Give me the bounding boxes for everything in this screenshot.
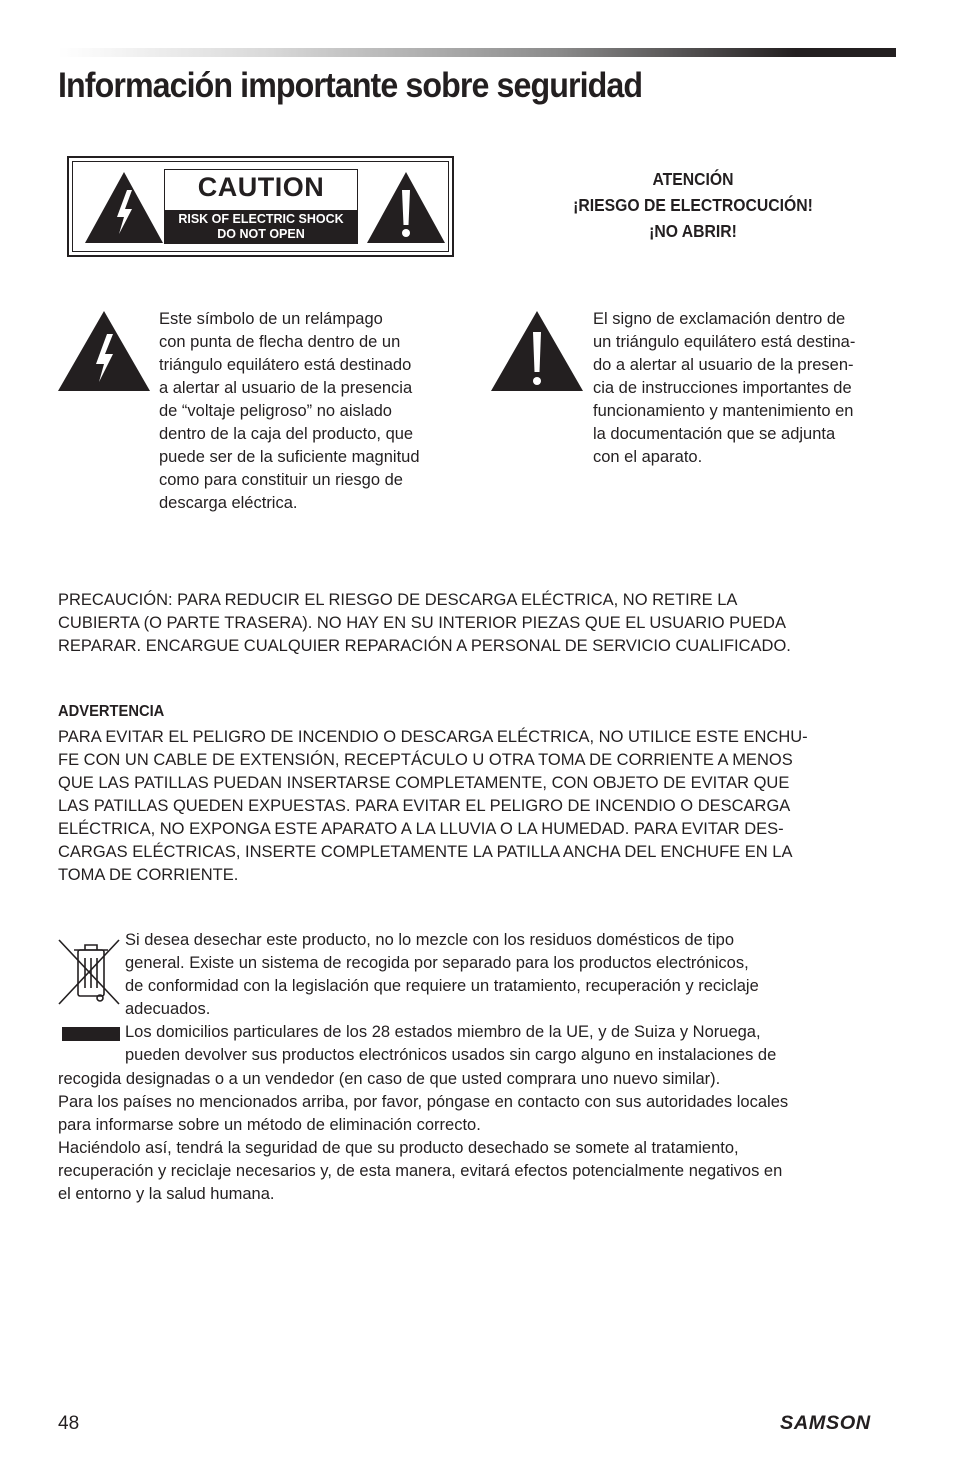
caution-line-2: DO NOT OPEN [217,227,305,241]
exclamation-warning-icon [365,170,447,245]
caution-sign [164,169,358,244]
warning-heading: ADVERTENCIA [58,703,165,720]
warning-line: PARA EVITAR EL PELIGRO DE INCENDIO O DESCARGA ELÉCTRICA, NO UTILICE ESTE ENCHU- [58,728,808,746]
disposal-line: recogida designadas o a un vendedor (en caso de que usted comprara uno nuevo similar). [58,1069,721,1088]
exclamation-line: un triángulo equilátero está destina- [593,333,856,351]
brand-logo: SAMSON [780,1413,871,1434]
precaution-line: REPARAR. ENCARGUE CUALQUIER REPARACIÓN A PERSONAL DE SERVICIO CUALIFICADO. [58,637,791,655]
caution-word: CAUTION [197,172,325,202]
lightning-explanation [159,308,420,515]
precaution-paragraph [58,589,898,658]
exclamation-line: do a alertar al usuario de la presen- [593,356,854,374]
page-title: Información importante sobre seguridad [58,66,643,105]
warning-line: CARGAS ELÉCTRICAS, INSERTE COMPLETAMENTE LA PATILLA ANCHA DEL ENCHUFE EN LA [58,843,793,861]
disposal-line: Para los países no mencionados arriba, por favor, póngase en contacto con sus autoridades locales [58,1092,789,1111]
disposal-line: el entorno y la salud humana. [58,1185,275,1204]
disposal-line: recuperación y reciclaje necesarios y, de esta manera, evitará efectos potencialmente negativos en [58,1161,783,1180]
disposal-line: Los domicilios particulares de los 28 estados miembro de la UE, y de Suiza y Noruega, [125,1023,761,1042]
disposal-line: general. Existe un sistema de recogida por separado para los productos electrónicos, [125,954,749,973]
exclamation-explanation [593,308,855,469]
precaution-line: PRECAUCIÓN: PARA REDUCIR EL RIESGO DE DESCARGA ELÉCTRICA, NO RETIRE LA [58,591,738,609]
caution-band [165,210,357,243]
lightning-line: a alertar al usuario de la presencia [159,379,413,397]
lightning-line: dentro de la caja del producto, que [159,425,414,443]
lightning-line: con punta de flecha dentro de un [159,333,401,351]
precaution-line: CUBIERTA (O PARTE TRASERA). NO HAY EN SU INTERIOR PIEZAS QUE EL USUARIO PUEDA [58,614,786,632]
exclamation-line: El signo de exclamación dentro de [593,310,846,328]
exclamation-line: la documentación que se adjunta [593,425,836,443]
warning-paragraph [58,726,898,887]
exclamation-line: con el aparato. [593,448,703,466]
disposal-line: Haciéndolo así, tendrá la seguridad de que su producto desechado se somete al tratamiento, [58,1138,739,1157]
attention-line-2: ¡RIESGO DE ELECTROCUCIÓN! [573,195,813,215]
disposal-line: para informarse sobre un método de eliminación correcto. [58,1115,481,1134]
attention-line-3: ¡NO ABRIR! [649,221,737,241]
exclamation-triangle-icon [490,310,584,392]
warning-line: QUE LAS PATILLAS PUEDAN INSERTARSE COMPLETAMENTE, CON OBJETO DE EVITAR QUE [58,774,790,792]
disposal-line: pueden devolver sus productos electrónicos usados sin cargo alguno en instalaciones de [125,1046,777,1065]
disposal-line: de conformidad con la legislación que requiere un tratamiento, recuperación y reciclaje [125,977,759,996]
disposal-line: Si desea desechar este producto, no lo mezcle con los residuos domésticos de tipo [125,931,735,949]
warning-line: LAS PATILLAS QUEDEN EXPUESTAS. PARA EVITAR EL PELIGRO DE INCENDIO O DESCARGA [58,797,791,815]
header-gradient-bar [58,48,896,57]
caution-label [67,156,454,257]
lightning-triangle-icon [57,310,151,392]
warning-line: TOMA DE CORRIENTE. [58,866,239,884]
exclamation-line: cia de instrucciones importantes de [593,379,852,397]
lightning-line: Este símbolo de un relámpago [159,310,383,328]
lightning-line: como para constituir un riesgo de [159,471,403,489]
lightning-line: puede ser de la suficiente magnitud [159,448,420,466]
attention-block [549,166,837,244]
exclamation-line: funcionamiento y mantenimiento en [593,402,854,420]
disposal-paragraph [58,929,898,1206]
attention-line-1: ATENCIÓN [652,169,734,189]
lightning-line: triángulo equilátero está destinado [159,356,412,374]
disposal-line: adecuados. [125,1000,211,1019]
caution-line-1: RISK OF ELECTRIC SHOCK [178,212,344,226]
warning-line: ELÉCTRICA, NO EXPONGA ESTE APARATO A LA LLUVIA O LA HUMEDAD. PARA EVITAR DES- [58,820,784,838]
warning-line: FE CON UN CABLE DE EXTENSIÓN, RECEPTÁCULO U OTRA TOMA DE CORRIENTE A MENOS [58,751,793,769]
lightning-line: descarga eléctrica. [159,494,298,512]
lightning-warning-icon [83,170,165,245]
lightning-line: de “voltaje peligroso” no aislado [159,402,392,420]
page-number: 48 [58,1413,80,1434]
